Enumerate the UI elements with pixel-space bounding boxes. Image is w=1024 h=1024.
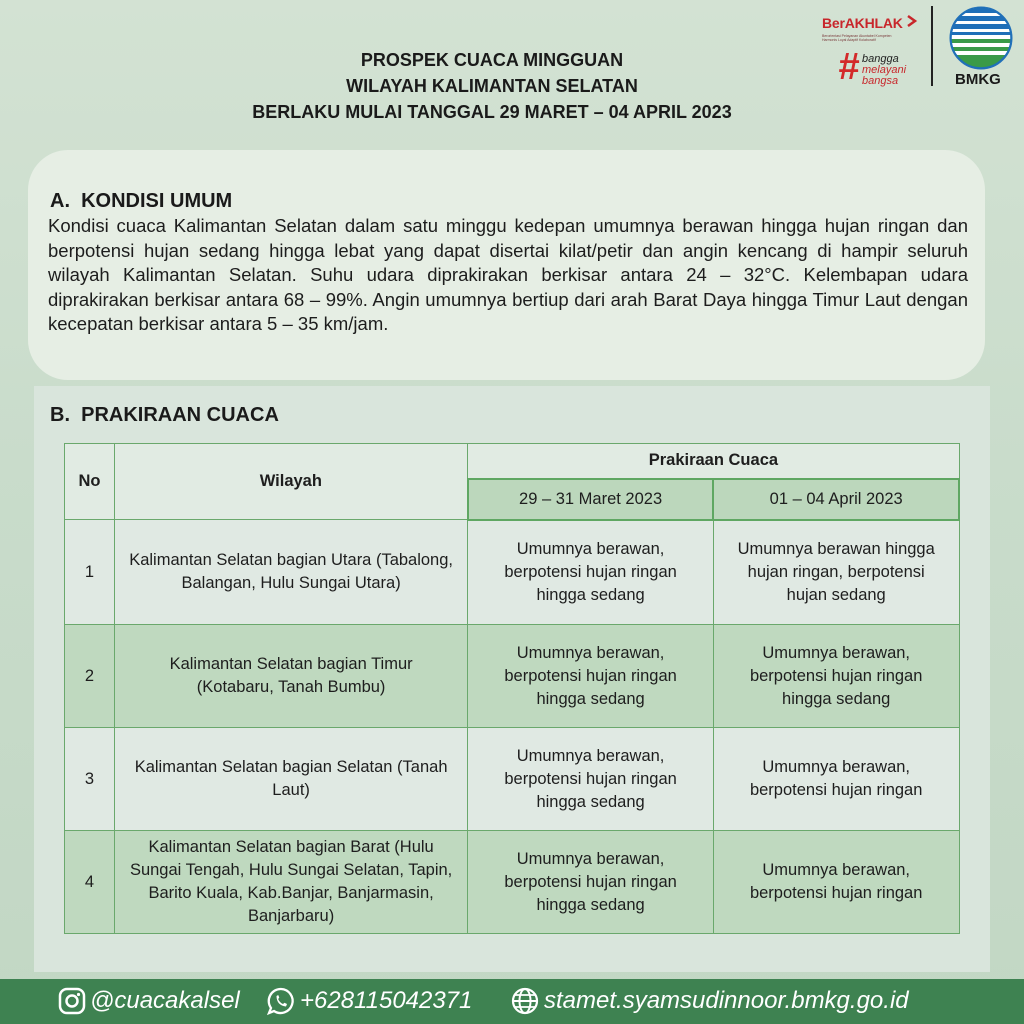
logo-divider bbox=[931, 6, 933, 86]
general-condition-text: Kondisi cuaca Kalimantan Selatan dalam satu minggu kedepan umumnya berawan hingga hujan ringan dan berpotensi hujan sedang hingga lebat yang dapat disertai kilat/petir dan angin kencang di hampir seluruh wilayah Kalimantan Selatan. Suhu udara diprakirakan berkisar antara 24 – 32°C. Kelembapan udara diprakirakan berkisar antara 68 – 99%. Angin umumnya bertiup dari arah Barat Daya hingga Timur Laut dengan kecepatan berkisar antara 5 – 35 km/jam. bbox=[48, 215, 968, 334]
instagram-link[interactable] bbox=[58, 985, 240, 1017]
footer-bar bbox=[0, 979, 1024, 1024]
website-link[interactable] bbox=[510, 985, 909, 1017]
title-line-2: WILAYAH KALIMANTAN SELATAN bbox=[346, 76, 638, 96]
section-a-heading: A. KONDISI UMUM bbox=[50, 190, 233, 212]
header-no: No bbox=[65, 444, 115, 520]
whatsapp-icon bbox=[266, 986, 296, 1016]
row-forecast-2: Umumnya berawan, berpotensi hujan ringan hingga sedang bbox=[713, 625, 959, 728]
berakhlak-logo bbox=[818, 12, 926, 88]
row-no: 1 bbox=[65, 520, 115, 625]
row-forecast-2: Umumnya berawan, berpotensi hujan ringan bbox=[713, 831, 959, 934]
bangga-melayani-bangsa: bangga melayani bangsa bbox=[862, 53, 907, 87]
bmkg-label: BMKG bbox=[955, 71, 1001, 88]
row-forecast-1: Umumnya berawan, berpotensi hujan ringan hingga sedang bbox=[468, 831, 714, 934]
berakhlak-chevron-icon bbox=[906, 14, 918, 28]
globe-icon bbox=[510, 986, 540, 1016]
hash-icon: # bbox=[838, 46, 860, 88]
instagram-icon bbox=[58, 987, 86, 1015]
whatsapp-link[interactable] bbox=[266, 985, 472, 1017]
table-row bbox=[65, 728, 960, 831]
row-wilayah: Kalimantan Selatan bagian Timur (Kotabaru, Tanah Bumbu) bbox=[114, 625, 467, 728]
header-wilayah: Wilayah bbox=[114, 444, 467, 520]
forecast-table bbox=[64, 443, 960, 934]
website-url: stamet.syamsudinnoor.bmkg.go.id bbox=[544, 987, 909, 1014]
title-line-1: PROSPEK CUACA MINGGUAN bbox=[360, 50, 624, 70]
instagram-handle: @cuacakalsel bbox=[90, 987, 240, 1014]
bmkg-emblem-icon bbox=[945, 5, 1017, 71]
whatsapp-number: +628115042371 bbox=[300, 987, 473, 1014]
row-forecast-2: Umumnya berawan hingga hujan ringan, berpotensi hujan sedang bbox=[713, 520, 959, 625]
row-no: 4 bbox=[65, 831, 115, 934]
berakhlak-title: BerAKHLAK bbox=[822, 15, 903, 31]
section-b-heading: B. PRAKIRAAN CUACA bbox=[50, 404, 279, 426]
row-wilayah: Kalimantan Selatan bagian Selatan (Tanah Laut) bbox=[114, 728, 467, 831]
title-line-3: BERLAKU MULAI TANGGAL 29 MARET – 04 APRIL 2023 bbox=[252, 102, 732, 122]
row-no: 2 bbox=[65, 625, 115, 728]
header-period-2: 01 – 04 April 2023 bbox=[713, 479, 959, 520]
berakhlak-tagline: Berorientasi Pelayanan Akuntabel Kompeten Harmonis Loyal Adaptif Kolaboratif bbox=[822, 34, 892, 42]
row-wilayah: Kalimantan Selatan bagian Utara (Tabalong, Balangan, Hulu Sungai Utara) bbox=[114, 520, 467, 625]
row-forecast-1: Umumnya berawan, berpotensi hujan ringan hingga sedang bbox=[468, 728, 714, 831]
header-prakiraan: Prakiraan Cuaca bbox=[468, 444, 959, 479]
row-no: 3 bbox=[65, 728, 115, 831]
table-row bbox=[65, 831, 960, 934]
row-forecast-1: Umumnya berawan, berpotensi hujan ringan hingga sedang bbox=[468, 520, 714, 625]
row-forecast-1: Umumnya berawan, berpotensi hujan ringan hingga sedang bbox=[468, 625, 714, 728]
page-title bbox=[150, 47, 834, 125]
table-row bbox=[65, 520, 960, 625]
row-wilayah: Kalimantan Selatan bagian Barat (Hulu Sungai Tengah, Hulu Sungai Selatan, Tapin, Barito Kuala, Kab.Banjar, Banjarmasin, Banjarbaru) bbox=[114, 831, 467, 934]
table-row bbox=[65, 625, 960, 728]
bmkg-logo bbox=[945, 5, 1017, 91]
row-forecast-2: Umumnya berawan, berpotensi hujan ringan bbox=[713, 728, 959, 831]
header-period-1: 29 – 31 Maret 2023 bbox=[468, 479, 714, 520]
